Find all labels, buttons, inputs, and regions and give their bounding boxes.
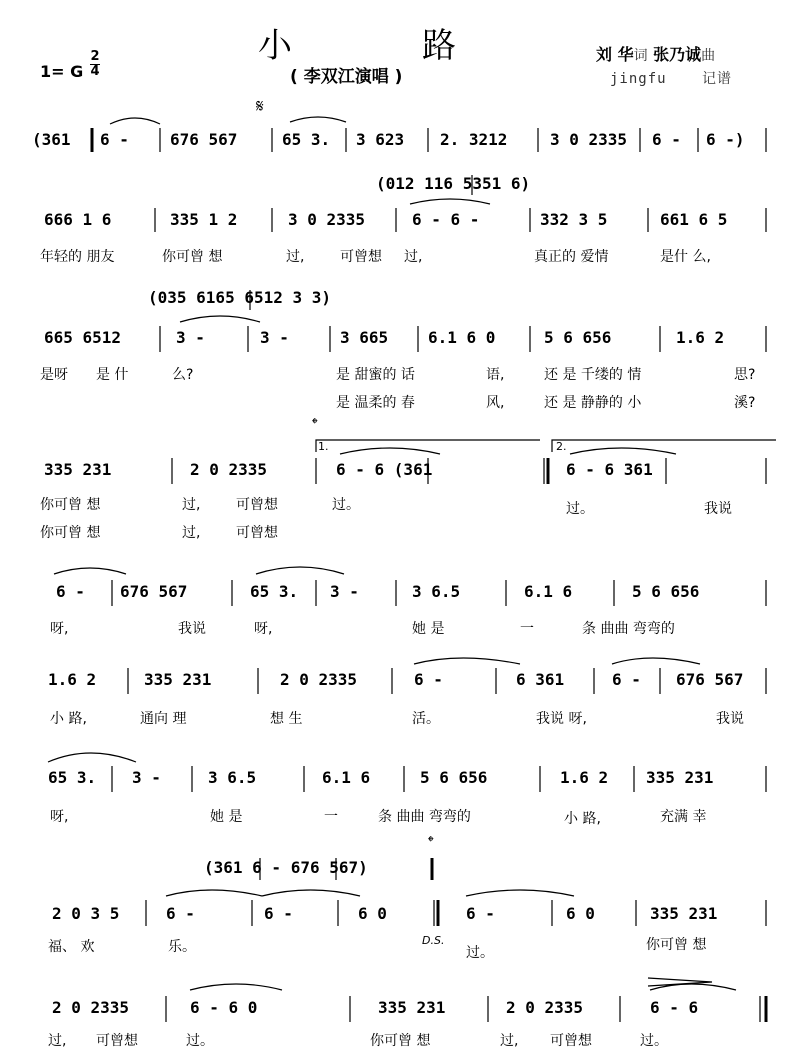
row6-note-3: 2 0 2335 [280, 670, 358, 689]
row3-lyric-4: 是 甜蜜的 话 [336, 367, 415, 383]
row8-note-2: 6 - [166, 904, 195, 923]
time-bottom: 4 [90, 64, 100, 79]
volta-2-bracket [552, 440, 776, 452]
lyricist: 刘 华 [596, 45, 634, 64]
row8-note-4: 6 0 [358, 904, 387, 923]
row2-intro: (012 116 5351 6) [376, 174, 531, 193]
row7-note-3: 3 6.5 [208, 768, 257, 787]
row8-lyric-2: 乐。 [168, 939, 196, 955]
row6-lyric-1: 小 路, [50, 711, 87, 727]
row5-lyric-5: 一 [520, 621, 534, 637]
time-top: 2 [90, 49, 100, 64]
row2-lyric-4: 可曾想 [340, 249, 382, 265]
row4-note-4: 6 - 6 361 [566, 460, 653, 479]
row3-lyric2-3: 还 是 静静的 小 [544, 395, 642, 411]
row3-lyric2-2: 风, [486, 395, 505, 411]
row1-note-1: (361 [32, 130, 71, 149]
row8-lyric-1: 福、 欢 [48, 939, 95, 955]
title-char-1: 小 [258, 26, 294, 66]
row5-note-1: 6 - [56, 582, 85, 601]
composer-role: 曲 [701, 48, 716, 64]
row7-lyric-1: 呀, [50, 809, 69, 825]
row9-lyric-1: 过, [48, 1033, 67, 1049]
row2-note-5: 332 3 5 [540, 210, 608, 229]
row4-note-2: 2 0 2335 [190, 460, 268, 479]
row6-note-4: 6 - [414, 670, 443, 689]
row6-note-6: 6 - [612, 670, 641, 689]
row5-note-4: 3 - [330, 582, 359, 601]
time-signature [90, 50, 100, 79]
row3-note-4: 3 665 [340, 328, 389, 347]
tie [256, 567, 344, 574]
row3-note-7: 1.6 2 [676, 328, 725, 347]
row9-note-2: 6 - 6 0 [190, 998, 258, 1017]
row1-note-5: 3 623 [356, 130, 405, 149]
row7-note-6: 1.6 2 [560, 768, 609, 787]
row4-lyric2-1: 你可曾 想 [40, 525, 101, 541]
row3-lyric2-4: 溪? [734, 395, 756, 411]
row6-lyric-5: 我说 呀, [536, 711, 587, 727]
row4-lyric-6: 我说 [704, 501, 732, 517]
row7-note-7: 335 231 [646, 768, 714, 787]
coda-sign-2: 𝄌 [428, 832, 434, 851]
row2-note-4: 6 - 6 - [412, 210, 480, 229]
row8-lyric-4: 你可曾 想 [646, 937, 707, 953]
row6-lyric-2: 通向 理 [140, 711, 187, 727]
row3-lyric-7: 思? [734, 367, 756, 383]
row2-lyric-1: 年轻的 朋友 [40, 249, 115, 265]
row4-lyric-5: 过。 [566, 501, 594, 517]
tie [180, 316, 260, 322]
row4-lyric-2: 过, [182, 497, 201, 513]
row2-lyric-5: 过, [404, 249, 423, 265]
row3-note-3: 3 - [260, 328, 289, 347]
row5-lyric-3: 呀, [254, 621, 273, 637]
row1-note-9: 6 -) [706, 130, 745, 149]
segno-sign: 𝄋 [256, 96, 264, 117]
tie [166, 890, 262, 896]
tie [48, 753, 136, 762]
tie [54, 568, 126, 574]
row9-note-1: 2 0 2335 [52, 998, 130, 1017]
transcriber: jingfu [610, 71, 667, 87]
row9-lyric-7: 过。 [640, 1033, 668, 1049]
row7-lyric-2: 她 是 [210, 809, 243, 825]
row5-lyric-2: 我说 [178, 621, 206, 637]
row4-lyric-1: 你可曾 想 [40, 497, 101, 513]
key-signature: 1= G [40, 62, 84, 81]
tie [612, 658, 700, 664]
row2-note-2: 335 1 2 [170, 210, 238, 229]
row6-note-2: 335 231 [144, 670, 212, 689]
row8-note-5: 6 - [466, 904, 495, 923]
row2-lyric-2: 你可曾 想 [162, 249, 223, 265]
tie [190, 984, 282, 990]
row8-note-1: 2 0 3 5 [52, 904, 120, 923]
row7-lyric-5: 小 路, [564, 811, 601, 827]
coda-sign-1: 𝄌 [312, 414, 318, 433]
row2-lyric-6: 真正的 爱情 [534, 249, 609, 265]
row9-note-3: 335 231 [378, 998, 446, 1017]
row1-note-7: 3 0 2335 [550, 130, 628, 149]
tie [650, 984, 736, 990]
row6-lyric-4: 活。 [412, 711, 440, 727]
credits [596, 42, 715, 65]
row2-note-6: 661 6 5 [660, 210, 728, 229]
row3-lyric-3: 么? [172, 367, 194, 383]
row5-note-6: 6.1 6 [524, 582, 573, 601]
tie [414, 658, 520, 664]
row9-lyric-2: 可曾想 [96, 1033, 138, 1049]
row7-lyric-3: 一 [324, 809, 338, 825]
row3-lyric-6: 还 是 千缕的 情 [544, 367, 642, 383]
row2-lyric-3: 过, [286, 249, 305, 265]
row5-note-7: 5 6 656 [632, 582, 700, 601]
volta-2-label: 2. [556, 440, 567, 453]
composer: 张乃诚 [653, 45, 702, 64]
row7-note-2: 3 - [132, 768, 161, 787]
transcriber-credit [610, 68, 732, 88]
row9-note-4: 2 0 2335 [506, 998, 584, 1017]
row1-note-3: 676 567 [170, 130, 238, 149]
title-char-2: 路 [422, 26, 458, 66]
tie [110, 118, 160, 124]
volta-1-bracket [316, 440, 540, 452]
performer-subtitle: ( 李双江演唱 ) [290, 67, 403, 87]
row1-note-4: 65 3. [282, 130, 331, 149]
tie [340, 448, 440, 454]
row4-lyric-3: 可曾想 [236, 497, 278, 513]
row4-note-1: 335 231 [44, 460, 112, 479]
tie [290, 117, 346, 122]
row5-note-3: 65 3. [250, 582, 299, 601]
row3-lyric-1: 是呀 [40, 367, 68, 383]
row9-note-5: 6 - 6 [650, 998, 699, 1017]
row7-note-4: 6.1 6 [322, 768, 371, 787]
row6-note-1: 1.6 2 [48, 670, 97, 689]
row6-note-7: 676 567 [676, 670, 744, 689]
row9-lyric-3: 过。 [186, 1033, 214, 1049]
decrescendo-hairpin [648, 978, 712, 986]
row2-lyric-7: 是什 么, [660, 249, 711, 265]
tie [410, 199, 490, 204]
row3-note-1: 665 6512 [44, 328, 122, 347]
row4-lyric-4: 过。 [332, 497, 360, 513]
row7-note-5: 5 6 656 [420, 768, 488, 787]
row4-lyric2-2: 过, [182, 525, 201, 541]
row3-note-2: 3 - [176, 328, 205, 347]
row7-lyric-6: 充满 幸 [660, 809, 707, 825]
row4-lyric2-3: 可曾想 [236, 525, 278, 541]
row1-note-8: 6 - [652, 130, 681, 149]
row1-note-2: 6 - [100, 130, 129, 149]
row9-lyric-5: 过, [500, 1033, 519, 1049]
row7-lyric-4: 条 曲曲 弯弯的 [378, 809, 471, 825]
row8-note-6: 6 0 [566, 904, 595, 923]
row3-lyric-5: 语, [486, 367, 505, 383]
row2-note-1: 666 1 6 [44, 210, 112, 229]
lyricist-role: 词 [633, 48, 648, 64]
tie [466, 890, 574, 896]
row2-note-3: 3 0 2335 [288, 210, 366, 229]
tie [570, 448, 676, 454]
row8-note-3: 6 - [264, 904, 293, 923]
row3-note-5: 6.1 6 0 [428, 328, 496, 347]
row3-note-6: 5 6 656 [544, 328, 612, 347]
row6-lyric-6: 我说 [716, 711, 744, 727]
row8-lyric-3: 过。 [466, 945, 494, 961]
row5-lyric-6: 条 曲曲 弯弯的 [582, 621, 675, 637]
tie [262, 890, 360, 896]
row6-note-5: 6 361 [516, 670, 565, 689]
row3-intro: (035 6165 6512 3 3) [148, 288, 332, 307]
row7-note-1: 65 3. [48, 768, 97, 787]
row6-lyric-3: 想 生 [270, 711, 303, 727]
row5-note-5: 3 6.5 [412, 582, 461, 601]
row4-note-3: 6 - 6 (361 [336, 460, 433, 479]
row8-intro: (361 6 - 676 567) [204, 858, 368, 877]
row1-note-6: 2. 3212 [440, 130, 508, 149]
row8-note-7: 335 231 [650, 904, 718, 923]
row5-lyric-1: 呀, [50, 621, 69, 637]
volta-1-label: 1. [318, 440, 329, 453]
row9-lyric-6: 可曾想 [550, 1033, 592, 1049]
row3-lyric2-1: 是 温柔的 春 [336, 395, 415, 411]
transcriber-role: 记谱 [702, 71, 733, 87]
ds-marking: D.S. [422, 934, 445, 947]
row9-lyric-4: 你可曾 想 [370, 1033, 431, 1049]
row5-note-2: 676 567 [120, 582, 188, 601]
row3-lyric-2: 是 什 [96, 367, 129, 383]
row5-lyric-4: 她 是 [412, 621, 445, 637]
